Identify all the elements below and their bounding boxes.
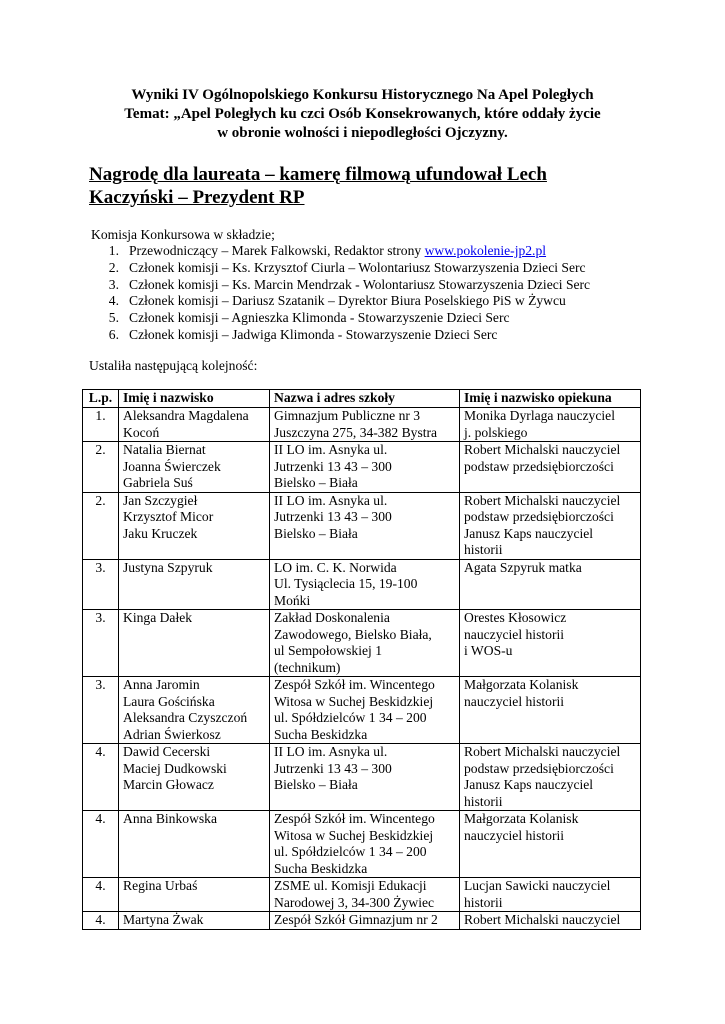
cell-lp: 2.	[83, 442, 119, 493]
cell-lp: 3.	[83, 610, 119, 677]
cell-school	[270, 442, 460, 493]
committee-member	[91, 260, 691, 277]
cell-lp: 4.	[83, 912, 119, 930]
cell-line: Małgorzata Kolanisk	[464, 811, 579, 826]
cell-line: Joanna Świerczek	[123, 458, 221, 474]
header-school: Nazwa i adres szkoły	[270, 390, 460, 408]
cell-line: Jutrzenki 13 43 – 300	[274, 760, 392, 776]
cell-names	[119, 744, 270, 811]
cell-line: Orestes Kłosowicz	[464, 610, 567, 625]
cell-line: Lucjan Sawicki nauczyciel	[464, 878, 611, 893]
cell-line: podstaw przedsiębiorczości	[464, 760, 614, 776]
table-row	[83, 492, 641, 559]
list-number: 5.	[108, 310, 119, 326]
cell-lp: 4.	[83, 744, 119, 811]
cell-line: II LO im. Asnyka ul.	[274, 492, 388, 508]
cell-line: i WOS-u	[464, 643, 513, 658]
cell-line: Bielsko – Biała	[274, 475, 358, 490]
document-heading	[60, 86, 665, 143]
pokolenie-link[interactable]: www.pokolenie-jp2.pl	[424, 243, 547, 258]
cell-names	[119, 677, 270, 744]
cell-line: j. polskiego	[464, 424, 528, 440]
cell-tutor	[460, 610, 641, 677]
cell-line: Marcin Głowacz	[123, 777, 214, 792]
cell-line: Jutrzenki 13 43 – 300	[274, 509, 392, 524]
cell-line: ul Sempołowskiej 1	[274, 643, 382, 658]
cell-line: Robert Michalski nauczyciel	[464, 744, 621, 759]
cell-line: Regina Urbaś	[123, 878, 198, 893]
cell-line: Gimnazjum Publiczne nr 3	[274, 408, 421, 423]
results-body	[83, 408, 641, 930]
cell-tutor	[460, 492, 641, 559]
cell-line: Robert Michalski nauczyciel	[464, 492, 621, 508]
prize-line-1: Nagrodę dla laureata – kamerę filmową ufundował Lech	[89, 164, 547, 185]
order-text: Ustaliła następującą kolejność:	[89, 358, 258, 373]
table-row	[83, 559, 641, 610]
cell-school	[270, 811, 460, 878]
table-header-row	[83, 390, 641, 408]
member-text: Członek komisji – Jadwiga Klimonda - Stowarzyszenie Dzieci Serc	[129, 326, 498, 342]
cell-line: podstaw przedsiębiorczości	[464, 509, 614, 524]
cell-line: historii	[464, 894, 503, 910]
cell-line: Aleksandra Czyszczoń	[123, 710, 248, 725]
cell-line: Martyna Żwak	[123, 912, 204, 927]
cell-line: Bielsko – Biała	[274, 525, 358, 541]
cell-line: Dawid Cecerski	[123, 744, 211, 759]
cell-names	[119, 442, 270, 493]
cell-lp: 4.	[83, 878, 119, 912]
cell-line: Maciej Dudkowski	[123, 760, 227, 776]
cell-line: Sucha Beskidzka	[274, 726, 368, 742]
cell-school	[270, 744, 460, 811]
cell-lp: 3.	[83, 559, 119, 610]
cell-line: Krzysztof Micor	[123, 509, 214, 524]
cell-names	[119, 912, 270, 930]
cell-names	[119, 811, 270, 878]
cell-lp: 4.	[83, 811, 119, 878]
cell-line: Anna Jaromin	[123, 677, 200, 692]
cell-tutor	[460, 677, 641, 744]
cell-line: Adrian Świerkosz	[123, 726, 221, 742]
cell-names	[119, 559, 270, 610]
cell-line: LO im. C. K. Norwida	[274, 559, 397, 575]
cell-line: Justyna Szpyruk	[123, 559, 213, 575]
cell-line: Gabriela Suś	[123, 475, 193, 490]
prize-line-2: Kaczyński – Prezydent RP	[89, 187, 305, 208]
cell-line: Bielsko – Biała	[274, 777, 358, 792]
committee-member	[91, 277, 691, 294]
cell-line: Juszczyna 275, 34-382 Bystra	[274, 424, 438, 440]
cell-line: ul. Spółdzielców 1 34 – 200	[274, 710, 427, 725]
cell-line: (technikum)	[274, 659, 341, 675]
cell-tutor	[460, 811, 641, 878]
cell-line: II LO im. Asnyka ul.	[274, 442, 388, 457]
cell-line: Narodowej 3, 34-300 Żywiec	[274, 894, 435, 910]
cell-line: historii	[464, 542, 503, 557]
header-name: Imię i nazwisko	[119, 390, 270, 408]
committee-member	[91, 327, 691, 344]
member-text: Przewodniczący – Marek Falkowski, Redaktor strony	[129, 243, 425, 258]
member-text: Członek komisji – Ks. Marcin Mendrzak - Wolontariusz Stowarzyszenia Dzieci Serc	[129, 276, 591, 292]
header-lp: L.p.	[83, 390, 119, 408]
list-number: 2.	[108, 259, 119, 275]
cell-line: Ul. Tysiąclecia 15, 19-100	[274, 576, 418, 591]
cell-line: Monika Dyrlaga nauczyciel	[464, 408, 615, 423]
cell-line: Kinga Dałek	[123, 610, 193, 625]
cell-lp: 2.	[83, 492, 119, 559]
cell-line: Witosa w Suchej Beskidzkiej	[274, 693, 434, 709]
list-number: 6.	[108, 326, 119, 342]
table-row	[83, 744, 641, 811]
member-text: Członek komisji – Agnieszka Klimonda - Stowarzyszenie Dzieci Serc	[129, 310, 510, 326]
cell-line: nauczyciel historii	[464, 827, 565, 843]
cell-line: Aleksandra Magdalena	[123, 408, 249, 423]
cell-line: Kocoń	[123, 424, 160, 440]
cell-line: Jutrzenki 13 43 – 300	[274, 458, 392, 474]
cell-names	[119, 878, 270, 912]
committee-member	[91, 310, 691, 327]
cell-line: Janusz Kaps nauczyciel	[464, 525, 594, 541]
cell-line: Laura Gościńska	[123, 693, 215, 709]
cell-line: Janusz Kaps nauczyciel	[464, 777, 594, 792]
cell-line: Małgorzata Kolanisk	[464, 677, 579, 692]
cell-lp: 3.	[83, 677, 119, 744]
cell-tutor	[460, 878, 641, 912]
cell-line: Witosa w Suchej Beskidzkiej	[274, 827, 434, 843]
cell-school	[270, 610, 460, 677]
cell-school	[270, 912, 460, 930]
table-row	[83, 912, 641, 930]
table-row	[83, 610, 641, 677]
cell-line: Mońki	[274, 592, 311, 608]
member-text: Członek komisji – Dariusz Szatanik – Dyrektor Biura Poselskiego PiS w Żywcu	[129, 293, 566, 309]
cell-line: historii	[464, 793, 503, 809]
header-tutor: Imię i nazwisko opiekuna	[460, 390, 641, 408]
cell-school	[270, 408, 460, 442]
table-row	[83, 878, 641, 912]
cell-line: ZSME ul. Komisji Edukacji	[274, 878, 427, 893]
cell-line: Zawodowego, Bielsko Biała,	[274, 626, 432, 642]
cell-line: Zespół Szkół Gimnazjum nr 2	[274, 912, 438, 927]
cell-school	[270, 878, 460, 912]
cell-line: Zakład Doskonalenia	[274, 610, 390, 625]
cell-line: Sucha Beskidzka	[274, 860, 368, 876]
cell-line: Zespół Szkół im. Wincentego	[274, 811, 435, 826]
cell-line: ul. Spółdzielców 1 34 – 200	[274, 844, 427, 859]
prize-announcement	[89, 163, 689, 209]
cell-names	[119, 610, 270, 677]
cell-line: Zespół Szkół im. Wincentego	[274, 677, 435, 692]
cell-line: Natalia Biernat	[123, 442, 206, 457]
committee-list	[91, 243, 691, 344]
table-row	[83, 408, 641, 442]
cell-tutor	[460, 442, 641, 493]
cell-names	[119, 492, 270, 559]
cell-line: II LO im. Asnyka ul.	[274, 744, 388, 759]
committee-title: Komisja Konkursowa w składzie;	[91, 227, 275, 242]
list-number: 3.	[108, 276, 119, 292]
cell-line: nauczyciel historii	[464, 693, 565, 709]
cell-names	[119, 408, 270, 442]
cell-line: Agata Szpyruk matka	[464, 559, 582, 575]
cell-line: podstaw przedsiębiorczości	[464, 458, 614, 474]
cell-line: Jan Szczygieł	[123, 492, 198, 508]
cell-school	[270, 492, 460, 559]
cell-tutor	[460, 559, 641, 610]
table-row	[83, 442, 641, 493]
table-row	[83, 677, 641, 744]
results-table	[82, 389, 641, 930]
heading-line-1: Wyniki IV Ogólnopolskiego Konkursu Historycznego Na Apel Poległych	[131, 87, 594, 103]
cell-tutor	[460, 408, 641, 442]
cell-line: Robert Michalski nauczyciel	[464, 912, 621, 927]
committee-member	[91, 243, 691, 260]
heading-line-3: w obronie wolności i niepodległości Ojczyzny.	[217, 125, 508, 141]
cell-line: Jaku Kruczek	[123, 525, 198, 541]
table-row	[83, 811, 641, 878]
cell-lp: 1.	[83, 408, 119, 442]
cell-line: nauczyciel historii	[464, 626, 565, 642]
heading-line-2: Temat: „Apel Poległych ku czci Osób Konsekrowanych, które oddały życie	[124, 106, 601, 122]
cell-school	[270, 559, 460, 610]
cell-tutor	[460, 744, 641, 811]
member-text: Członek komisji – Ks. Krzysztof Ciurla – Wolontariusz Stowarzyszenia Dzieci Serc	[129, 259, 586, 275]
committee-member	[91, 293, 691, 310]
cell-line: Robert Michalski nauczyciel	[464, 442, 621, 457]
cell-school	[270, 677, 460, 744]
list-number: 1.	[108, 243, 119, 258]
cell-tutor	[460, 912, 641, 930]
cell-line: Anna Binkowska	[123, 811, 218, 826]
list-number: 4.	[108, 293, 119, 309]
